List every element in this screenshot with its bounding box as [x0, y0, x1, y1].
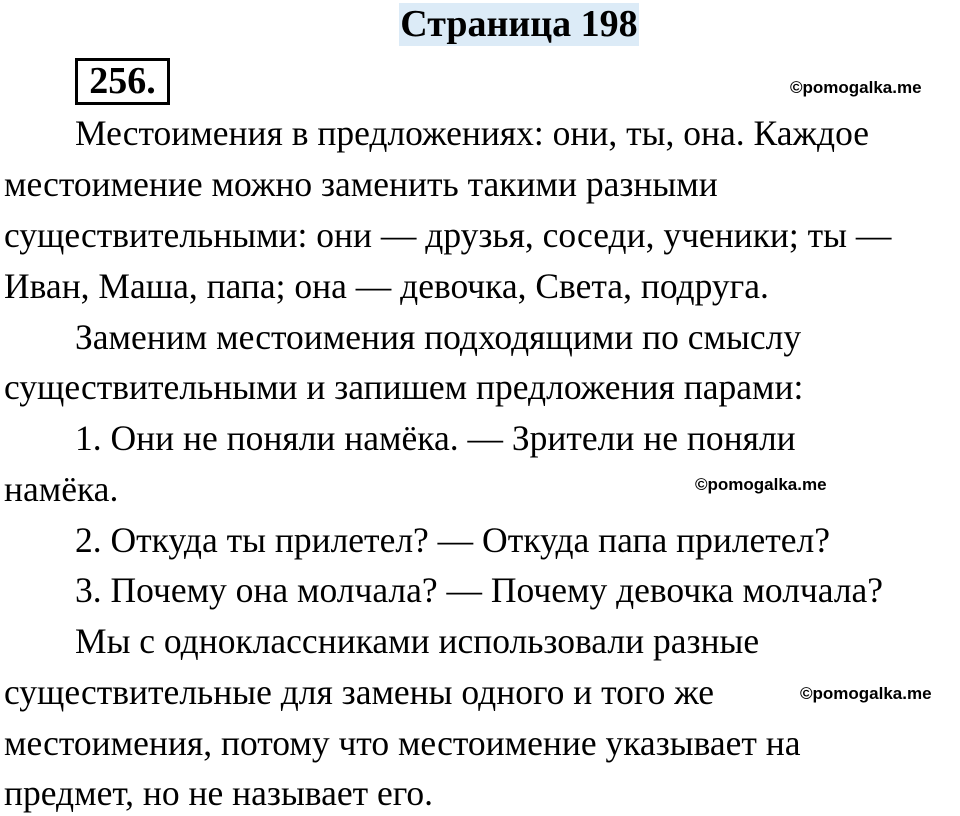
- text-line: 3. Почему она молчала? — Почему девочка молчала?: [75, 570, 884, 610]
- text-line: 1. Они не поняли намёка. — Зрители не поняли: [75, 418, 796, 458]
- text-line: намёка.: [4, 469, 119, 509]
- text-line: 2. Откуда ты прилетел? — Откуда папа прилетел?: [75, 520, 831, 560]
- text-line: предмет, но не называет его.: [4, 773, 434, 813]
- text-line: Иван, Маша, папа; она — девочка, Света, подруга.: [4, 266, 769, 306]
- text-line: существительные для замены одного и того же: [4, 672, 715, 712]
- watermark: ©pomogalka.me: [790, 78, 922, 97]
- watermark: ©pomogalka.me: [800, 684, 932, 703]
- text-line: Мы с одноклассниками использовали разные: [75, 621, 760, 661]
- page-title: Страница 198: [400, 3, 638, 45]
- text-line: местоимение можно заменить такими разными: [4, 164, 718, 204]
- text-line: существительными и запишем предложения парами:: [4, 367, 804, 407]
- text-line: Местоимения в предложениях: они, ты, она. Каждое: [75, 113, 870, 153]
- watermark: ©pomogalka.me: [695, 475, 827, 494]
- exercise-number: 256.: [75, 58, 170, 105]
- text-line: местоимения, потому что местоимение указывает на: [4, 723, 801, 763]
- text-line: Заменим местоимения подходящими по смыслу: [75, 317, 802, 357]
- text-line: существительными: они — друзья, соседи, ученики; ты —: [4, 215, 892, 255]
